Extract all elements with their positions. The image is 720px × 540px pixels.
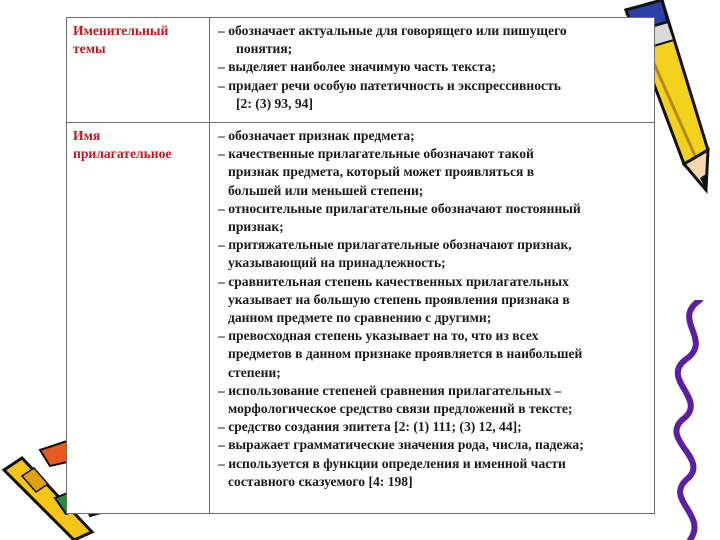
description-line: указывающий на принадлежность;: [228, 255, 446, 271]
description-line: – выделяет наиболее значимую часть текста;: [218, 59, 496, 75]
term-cell: [67, 18, 210, 123]
squiggle-decoration: [660, 300, 720, 540]
description-line: указывает на большую степень проявления признака в: [228, 291, 570, 307]
table-row: [67, 123, 655, 514]
description-line: морфологическое средство связи предложений в тексте;: [228, 401, 573, 417]
description-line: данном предмете по сравнению с другими;: [228, 310, 492, 326]
description-line: – обозначает актуальные для говорящего или пишущего: [218, 23, 567, 38]
description-line: предметов в данном признаке проявляется в наибольшей: [228, 346, 583, 362]
term-text: Именительный: [73, 23, 169, 38]
description-line: признак;: [228, 219, 284, 235]
description-line: понятия;: [236, 41, 293, 57]
content-table: [66, 17, 655, 514]
description-line: – придает речи особую патетичность и экспрессивность: [218, 77, 561, 93]
description-line: большей или меньшей степени;: [228, 182, 424, 198]
term-cell: [67, 123, 210, 514]
description-line: [2: (3) 93, 94]: [236, 95, 314, 111]
term-text: прилагательное: [73, 146, 172, 162]
description-line: – обозначает признак предмета;: [218, 128, 415, 143]
description-line: – выражает грамматические значения рода, числа, падежа;: [218, 437, 584, 453]
description-line: степени;: [228, 364, 281, 380]
description-line: – относительные прилагательные обозначают постоянный: [218, 200, 581, 216]
term-text: темы: [73, 41, 106, 57]
description-line: – качественные прилагательные обозначают такой: [218, 146, 534, 162]
description-line: – средство создания эпитета [2: (1) 111; (3) 12, 44];: [218, 419, 522, 435]
table-row: [67, 18, 655, 123]
description-cell: [210, 18, 655, 123]
description-line: составного сказуемого [4: 198]: [228, 473, 413, 489]
description-line: признак предмета, который может проявляться в: [228, 164, 535, 180]
description-cell: [210, 123, 655, 514]
description-line: – использование степеней сравнения прилагательных –: [218, 382, 562, 398]
description-line: – превосходная степень указывает на то, что из всех: [218, 328, 539, 344]
term-text: Имя: [73, 128, 101, 143]
description-line: – используется в функции определения и именной части: [218, 455, 566, 471]
description-line: – притяжательные прилагательные обозначают признак,: [218, 237, 572, 253]
description-line: – сравнительная степень качественных прилагательных: [218, 273, 569, 289]
